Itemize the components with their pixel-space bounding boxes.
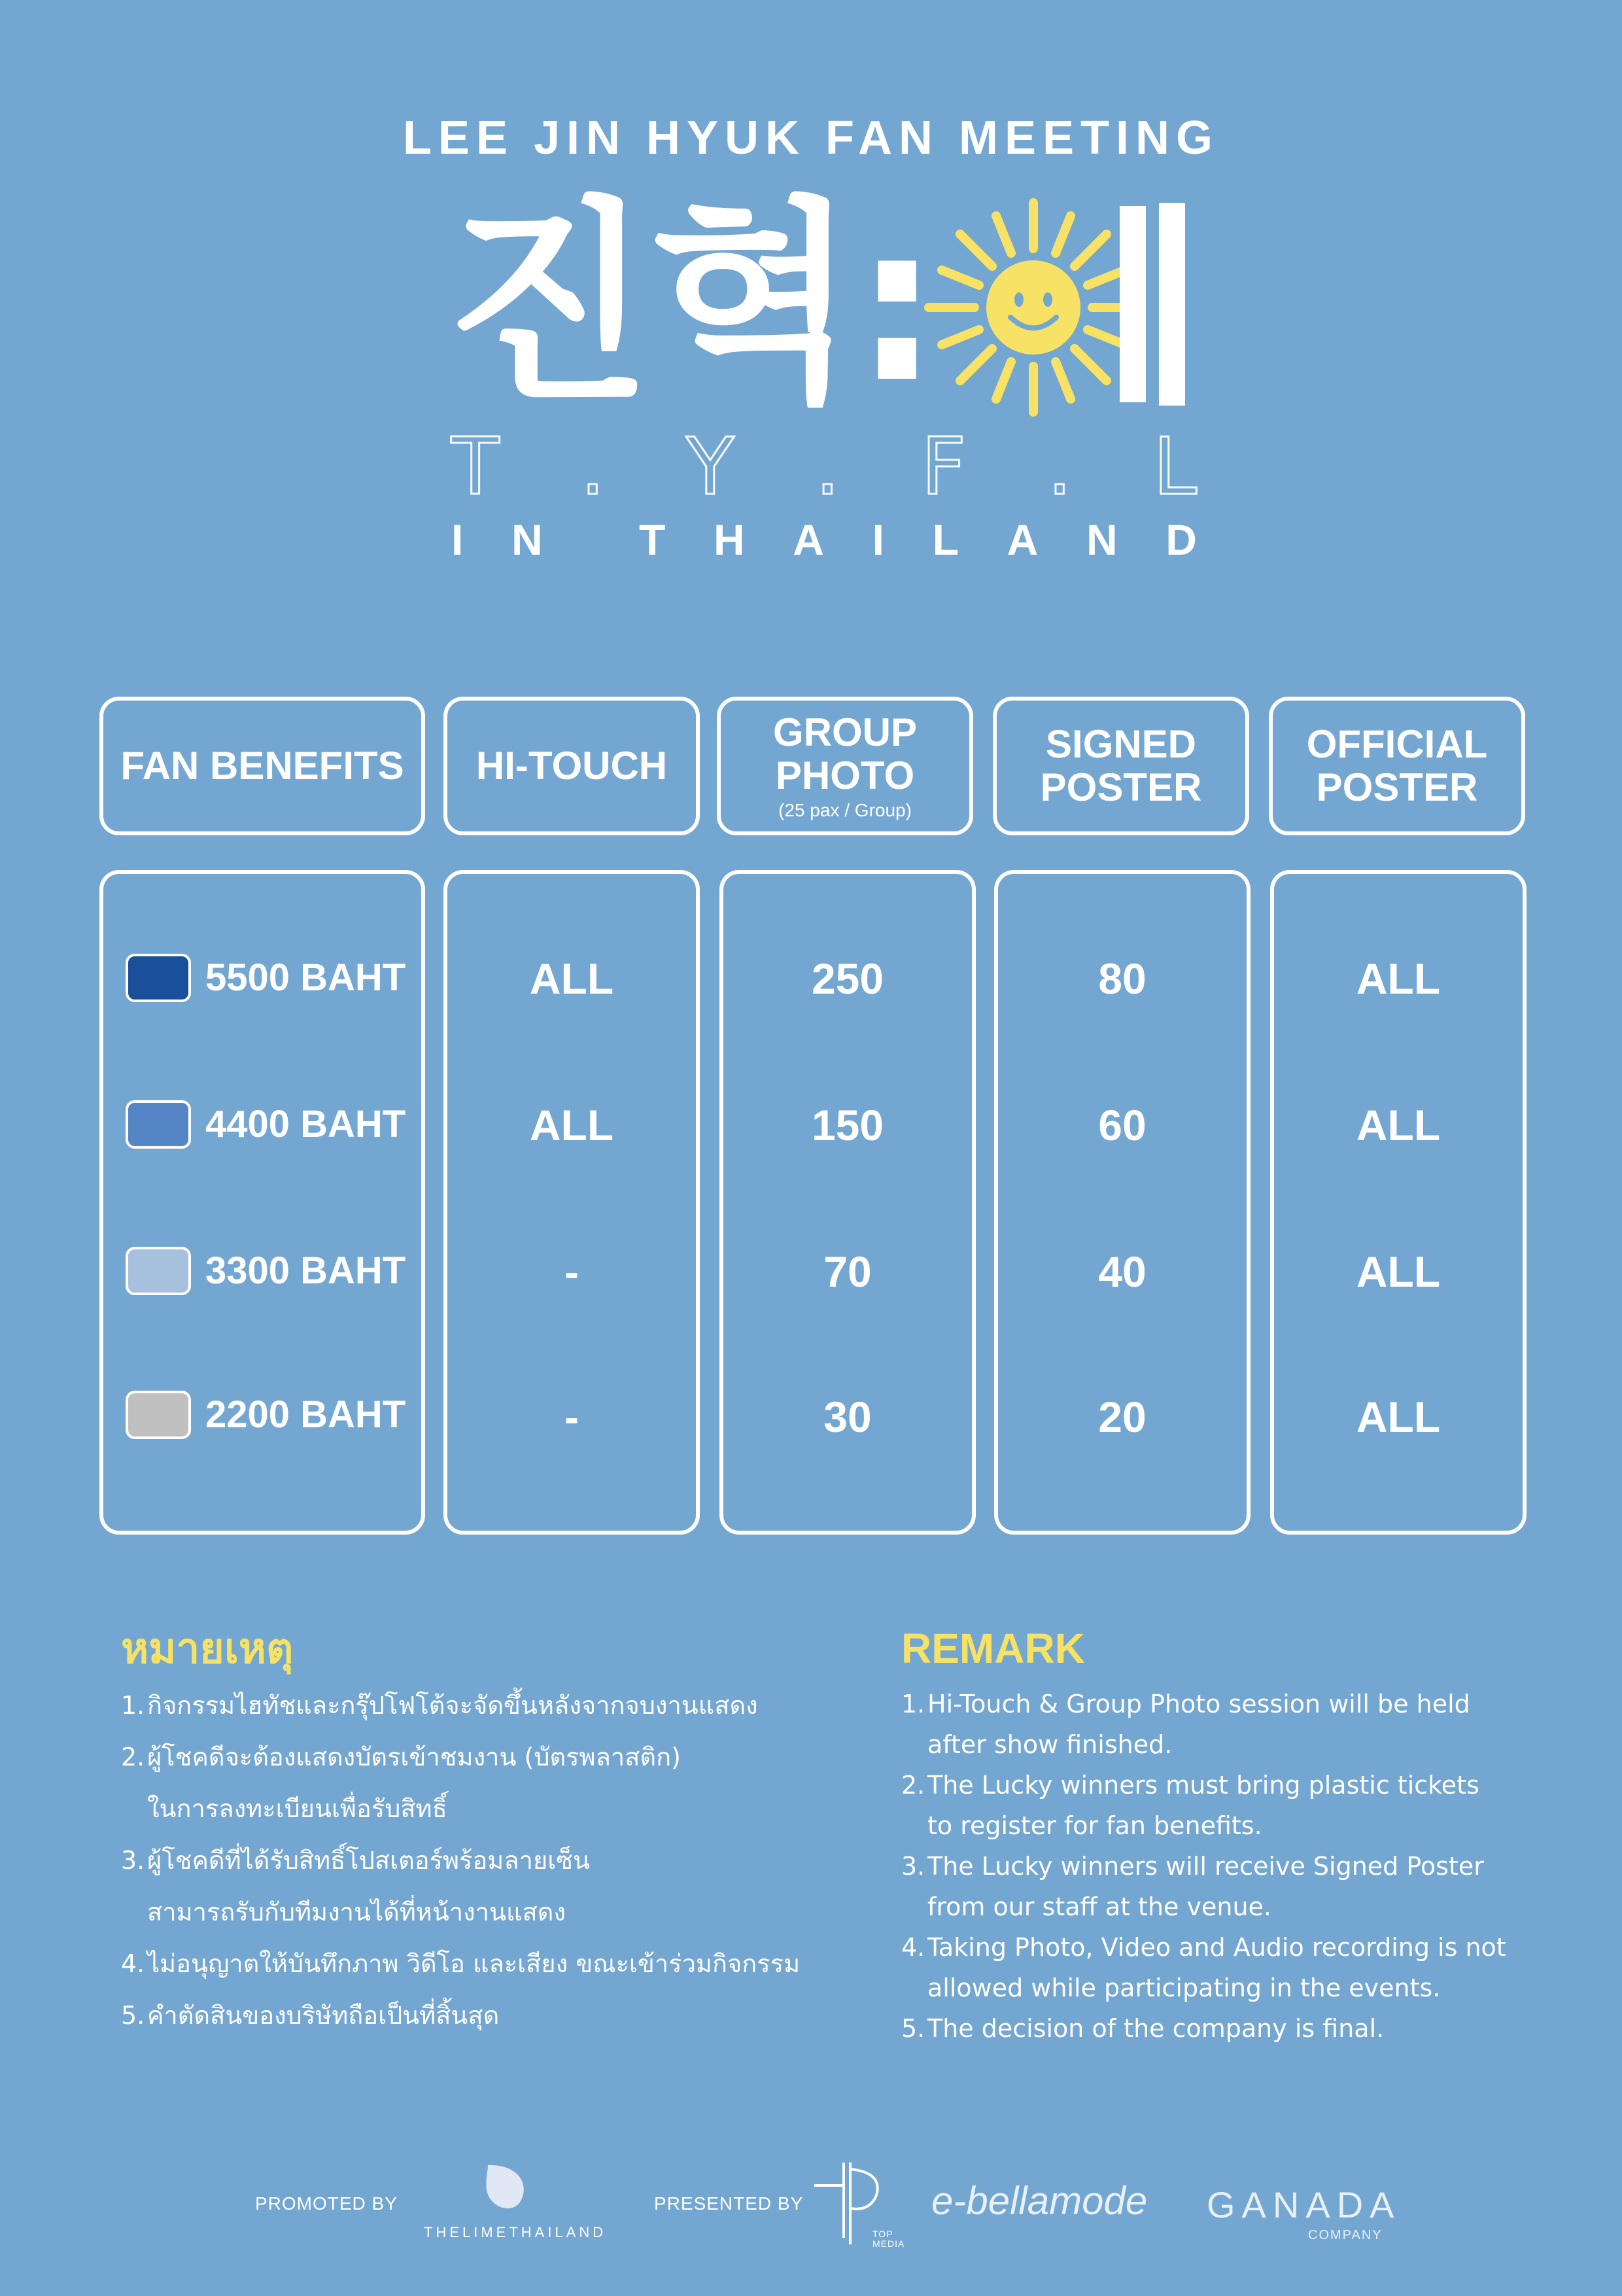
tier-price: 5500 BAHT [205,956,406,999]
remarks-thai-list [121,1680,860,2042]
tier-color-swatch [126,954,191,1002]
logo-country [451,513,1197,566]
list-item: 3. The Lucky winners will receive Signed Poster from our staff at the venue. [901,1852,1484,1921]
header-official-poster [1269,697,1525,835]
ganada-logo: GANADA [1207,2184,1401,2225]
event-subtitle: LEE JIN HYUK FAN MEETING [402,112,1220,164]
tier-row [126,1247,406,1295]
column-tiers [99,870,425,1535]
column-signed-poster [994,870,1251,1535]
group-photo-value: 250 [811,954,884,1003]
header-label: SIGNED [1045,722,1197,766]
list-item: 4. ไม่อนุญาตให้บันทึกภาพ วิดีโอ และเสียง ขณะเข้าร่วมกิจกรรม [121,1949,801,1978]
signed-poster-value: 20 [1098,1393,1147,1441]
remarks-english [901,1622,1555,2049]
logo-letter: T [451,422,500,513]
list-item: 5. คำตัดสินของบริษัทถือเป็นที่สิ้นสุด [121,2001,500,2030]
official-poster-value: ALL [1356,1247,1441,1296]
country-letter: D [1165,515,1197,564]
remarks-thai-title: หมายเหตุ [121,1625,294,1672]
bellamode-logo: e-bellamode [931,2179,1148,2223]
tier-color-swatch [126,1391,191,1439]
country-letter: I [872,515,884,564]
remarks-english-list [901,1684,1555,2049]
header-label: HI-TOUCH [475,744,668,788]
logo-letter: L [1153,422,1197,513]
country-letter: L [932,515,959,564]
tier-row [126,1391,406,1439]
ganada-sub-text: COMPANY [1308,2228,1383,2242]
list-item: 2. The Lucky winners must bring plastic tickets to register for fan benefits. [901,1771,1479,1840]
country-letter: A [1007,515,1039,564]
group-photo-value: 70 [823,1247,872,1296]
list-item: 3. ผู้โชคดีที่ได้รับสิทธิ์โปสเตอร์พร้อมลายเซ็น สามารถรับกับทีมงานได้ที่หน้างานแสดง [121,1846,590,1926]
lime-logo-text: THELIMETHAILAND [424,2224,607,2240]
logo-dot: . [580,422,606,513]
logo-glyph-stroke [1159,203,1185,406]
logo-dot: . [1047,422,1073,513]
presented-by-label: PRESENTED BY [654,2193,804,2214]
country-letter: T [638,515,666,564]
header-label: FAN BENEFITS [120,744,404,788]
header-label: GROUP [772,710,918,754]
header-label: PHOTO [775,754,915,797]
header-label: OFFICIAL [1306,722,1488,766]
country-letter: H [713,515,745,564]
group-photo-value: 30 [823,1393,872,1441]
promoted-by-label: PROMOTED BY [255,2193,398,2214]
column-official-poster [1270,870,1527,1535]
header-label: POSTER [1040,765,1202,809]
column-hi-touch [443,870,700,1535]
hi-touch-value: ALL [529,1101,614,1149]
logo-letter: Y [686,422,734,513]
tier-color-swatch [126,1100,191,1149]
tier-price: 2200 BAHT [205,1393,406,1436]
logo-dot: . [815,422,840,513]
hi-touch-value: - [564,1393,579,1441]
header-group-photo [717,697,973,835]
country-letter: N [1086,515,1118,564]
header-hi-touch [443,697,700,835]
group-size-note: (25 pax / Group) [778,800,912,820]
logo-letter: F [921,422,967,513]
lime-leaf-icon [480,2160,532,2212]
list-item: 1. Hi-Touch & Group Photo session will be held after show finished. [901,1690,1470,1759]
remarks-english-title: REMARK [901,1625,1085,1672]
country-letter: N [511,515,543,564]
logo-glyph-stroke [1120,206,1146,402]
country-letter: A [793,515,824,564]
official-poster-value: ALL [1356,1393,1441,1441]
smiling-sun-icon [916,190,1151,425]
list-item: 4. Taking Photo, Video and Audio recording is not allowed while participating in the events. [901,1933,1506,2002]
header-signed-poster [993,697,1249,835]
signed-poster-value: 40 [1098,1247,1147,1296]
hi-touch-value: - [564,1247,579,1296]
tier-color-swatch [126,1247,191,1295]
hi-touch-value: ALL [529,954,614,1003]
remarks-thai [121,1622,860,2042]
list-item: 1. กิจกรรมไฮทัชและกรุ๊ปโฟโต้จะจัดขึ้นหลังจากจบงานแสดง [121,1691,758,1720]
country-letter: I [451,515,464,564]
header-fan-benefits [99,697,425,835]
signed-poster-value: 60 [1098,1101,1147,1149]
signed-poster-value: 80 [1098,954,1147,1003]
official-poster-value: ALL [1356,1101,1441,1149]
column-group-photo [719,870,976,1535]
tier-row [126,954,406,1002]
list-item: 5. The decision of the company is final. [901,2014,1385,2043]
group-photo-value: 150 [811,1101,884,1149]
top-media-logo-text: TOP MEDIA [872,2229,905,2249]
list-item: 2. ผู้โชคดีจะต้องแสดงบัตรเข้าชมงาน (บัตรพลาสติก) ในการลงทะเบียนเพื่อรับสิทธิ์ [121,1743,681,1823]
header-label: POSTER [1316,765,1478,809]
logo-tyfl [451,422,1197,513]
logo-korean-text: 진혁: [445,179,937,430]
tier-price: 3300 BAHT [205,1249,406,1292]
official-poster-value: ALL [1356,954,1441,1003]
tier-price: 4400 BAHT [205,1103,406,1145]
tier-row [126,1100,406,1149]
